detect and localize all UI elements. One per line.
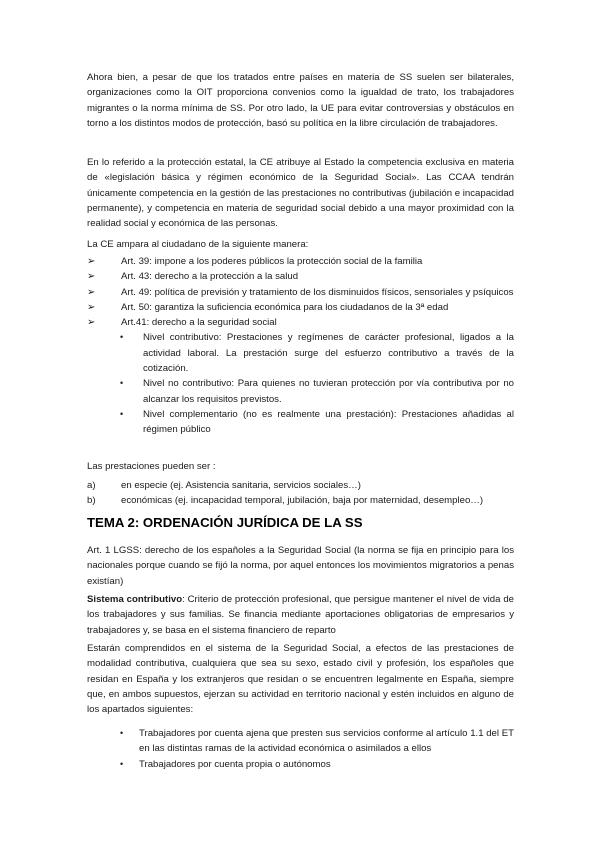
paragraph-prestaciones: Las prestaciones pueden ser : bbox=[87, 461, 216, 472]
trabajadores-list bbox=[87, 726, 514, 772]
bullet-dot-icon: • bbox=[120, 378, 124, 389]
list-item-art41 bbox=[87, 315, 514, 330]
paragraph-ce-ampara: La CE ampara al ciudadano de la siguiente manera: bbox=[87, 239, 309, 250]
list-item-art39 bbox=[87, 254, 514, 269]
article-text: Art. 43: derecho a la protección a la salud bbox=[121, 271, 299, 283]
section-heading-wrapper bbox=[87, 514, 514, 532]
bullet-dot-icon: • bbox=[120, 758, 124, 769]
list-item-art50 bbox=[87, 300, 514, 315]
list-letter: b) bbox=[87, 495, 96, 507]
list-item-cuenta-propia bbox=[87, 757, 514, 772]
arrow-bullet-icon: ➢ bbox=[87, 301, 96, 313]
paragraph-tratados: Ahora bien, a pesar de que los tratados entre países en materia de SS suelen ser bilaterales, organizaciones como la OIT proporciona convenios como la igualdad de trato, los trabajadores migrantes o la norma mínima de SS. Por otro lado, la UE para evitar controversias y obstáculos en torno a los distintos modos de protección, basó su política en la libre circulación de trabajadores. bbox=[87, 72, 514, 129]
term-definition: : Criterio de protección profesional, que persigue mantener el nivel de vida de los trabajadores y sus familias. Se financia mediante aportaciones obligatorias de empresarios y trabajadores y, se basa en el sistema financiero de reparto bbox=[87, 594, 514, 636]
arrow-bullet-icon: ➢ bbox=[87, 256, 96, 267]
list-item-prestacion-a bbox=[87, 478, 514, 493]
list-item-cuenta-ajena bbox=[87, 726, 514, 757]
arrow-bullet-icon: ➢ bbox=[87, 317, 96, 329]
list-item-nivel-complementario bbox=[87, 407, 514, 438]
term-bold: Sistema contributivo bbox=[87, 594, 183, 605]
paragraph-comprendidos: Estarán comprendidos en el sistema de la Seguridad Social, a efectos de las prestaciones de modalidad contributiva, cualquiera que sea su sexo, estado civil y profesión, los españoles que residan en España y los extranjeros que residan o se encuentren legalmente en España, siempre que, en ambos supuestos, ejerzan su actividad en territorio nacional y estén incluidos en alguno de los apartados siguientes: bbox=[87, 643, 514, 716]
bullet-dot-icon: • bbox=[120, 332, 124, 343]
prestaciones-list bbox=[87, 478, 514, 509]
levels-list bbox=[87, 330, 514, 437]
paragraph-sistema-contributivo bbox=[87, 592, 514, 638]
level-text: Nivel no contributivo: Para quienes no tuvieran protección por vía contributiva por no alcanzar los requisitos previstos. bbox=[143, 378, 514, 405]
level-text: Nivel contributivo: Prestaciones y regímenes de carácter profesional, ligados a la actividad laboral. La prestación surge del esfuerzo contributivo a través de la cotización. bbox=[143, 332, 514, 375]
articles-list bbox=[87, 254, 514, 438]
list-letter: a) bbox=[87, 480, 96, 491]
article-text: Art.41: derecho a la seguridad social bbox=[121, 317, 277, 329]
article-text: Art. 49: política de previsión y tratamiento de los disminuidos físicos, sensoriales y psíquicos bbox=[121, 286, 514, 298]
list-item-art43 bbox=[87, 269, 514, 284]
level-text: Nivel complementario (no es realmente una prestación): Prestaciones añadidas al régimen público bbox=[143, 408, 514, 436]
list-item-nivel-contributivo bbox=[87, 330, 514, 376]
bullet-dot-icon: • bbox=[120, 728, 124, 738]
bullet-dot-icon: • bbox=[120, 408, 124, 419]
section-heading: TEMA 2: ORDENACIÓN JURÍDICA DE LA SS bbox=[87, 515, 363, 530]
prestacion-text: económicas (ej. incapacidad temporal, jubilación, baja por maternidad, desempleo…) bbox=[121, 495, 484, 507]
paragraph-art1-lgss: Art. 1 LGSS: derecho de los españoles a la Seguridad Social (la norma se fija en principio para los nacionales porque cuando se fijó la norma, por aquel entonces los movimientos migratorios a penas existían) bbox=[87, 545, 514, 587]
trabajador-text: Trabajadores por cuenta propia o autónomos bbox=[139, 758, 331, 770]
list-item-prestacion-b bbox=[87, 493, 514, 508]
list-item-nivel-no-contributivo bbox=[87, 376, 514, 407]
prestacion-text: en especie (ej. Asistencia sanitaria, servicios sociales…) bbox=[121, 480, 361, 491]
paragraph-proteccion-estatal: En lo referido a la protección estatal, la CE atribuye al Estado la competencia exclusiva en materia de «legislación básica y régimen económico de la Seguridad Social». Las CCAA tendrán únicamente competencia en la gestión de las prestaciones no contributivas (jubilación e incapacidad permanente), y competencia en materia de seguridad social debido a una mayor proximidad con la realidad social y económica de las personas. bbox=[87, 157, 514, 230]
trabajador-text: Trabajadores por cuenta ajena que presten sus servicios conforme al artículo 1.1 del ET en las distintas ramas de la actividad económica o asimilados a ellos bbox=[139, 728, 514, 755]
list-item-art49 bbox=[87, 285, 514, 300]
article-text: Art. 39: impone a los poderes públicos la protección social de la familia bbox=[121, 256, 423, 267]
arrow-bullet-icon: ➢ bbox=[87, 286, 96, 298]
arrow-bullet-icon: ➢ bbox=[87, 271, 96, 283]
article-text: Art. 50: garantiza la suficiencia económica para los ciudadanos de la 3ª edad bbox=[121, 301, 449, 313]
